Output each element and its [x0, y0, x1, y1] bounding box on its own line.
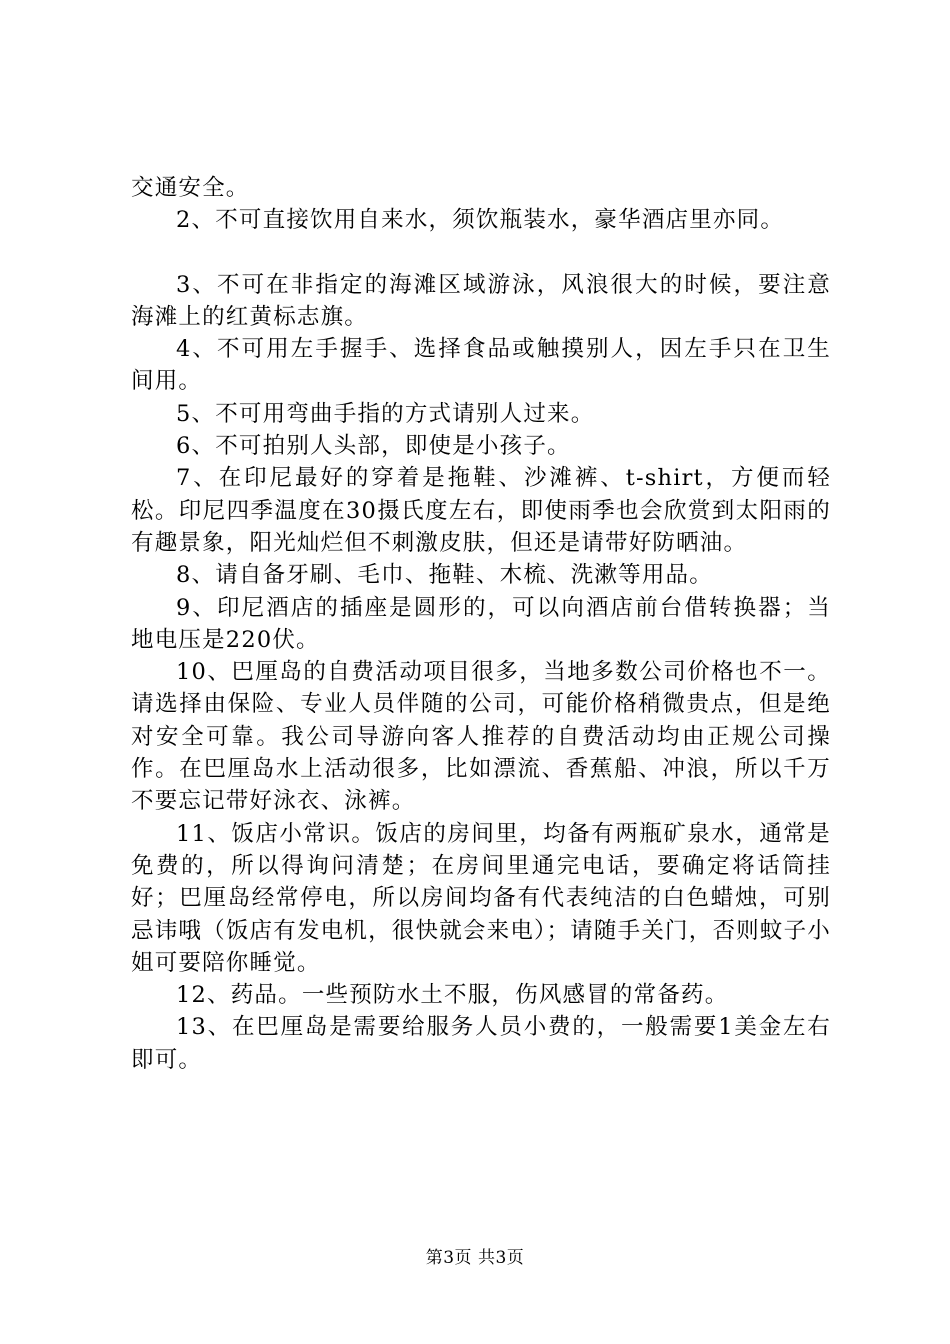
paragraph-9-power-sockets: 9、印尼酒店的插座是圆形的，可以向酒店前台借转换器；当地电压是220伏。 [131, 594, 831, 653]
paragraph-traffic-safety-end: 交通安全。 [131, 175, 250, 201]
paragraph-6-head-patting: 6、不可拍别人头部，即使是小孩子。 [176, 433, 571, 460]
paragraph-12-medicine: 12、药品。一些预防水土不服，伤风感冒的常备药。 [176, 982, 729, 1009]
paragraph-4-left-hand: 4、不可用左手握手、选择食品或触摸别人，因左手只在卫生间用。 [131, 336, 831, 395]
paragraph-13-tipping: 13、在巴厘岛是需要给服务人员小费的，一般需要1美金左右即可。 [131, 1014, 831, 1073]
paragraph-7-clothing-weather: 7、在印尼最好的穿着是拖鞋、沙滩裤、t-shirt，方便而轻松。印尼四季温度在30摄氏度左右，即使雨季也会欣赏到太阳雨的有趣景象，阳光灿烂但不刺激皮肤，但还是请带好防晒油。 [131, 465, 831, 556]
paragraph-3-beach-swimming: 3、不可在非指定的海滩区域游泳，风浪很大的时候，要注意海滩上的红黄标志旗。 [131, 271, 831, 330]
paragraph-11-hotel-tips: 11、饭店小常识。饭店的房间里，均备有两瓶矿泉水，通常是免费的，所以得询问清楚；在房间里通完电话，要确定将话筒挂好；巴厘岛经常停电，所以房间均备有代表纯洁的白色蜡烛，可别忌讳哦（饭店有发电机，很快就会来电）；请随手关门，否则蚊子小姐可要陪你睡觉。 [131, 820, 831, 976]
paragraph-10-optional-activities: 10、巴厘岛的自费活动项目很多，当地多数公司价格也不一。请选择由保险、专业人员伴随的公司，可能价格稍微贵点，但是绝对安全可靠。我公司导游向客人推荐的自费活动均由正规公司操作。在巴厘岛水上活动很多，比如漂流、香蕉船、冲浪，所以千万不要忘记带好泳衣、泳裤。 [131, 659, 831, 815]
paragraph-2-drinking-water: 2、不可直接饮用自来水，须饮瓶装水，豪华酒店里亦同。 [176, 207, 785, 234]
paragraph-5-beckoning: 5、不可用弯曲手指的方式请别人过来。 [176, 400, 595, 427]
paragraph-8-toiletries: 8、请自备牙刷、毛巾、拖鞋、木梳、洗漱等用品。 [176, 562, 713, 589]
body-text [131, 172, 831, 1076]
page-number-footer: 第3页 共3页 [425, 1248, 525, 1268]
